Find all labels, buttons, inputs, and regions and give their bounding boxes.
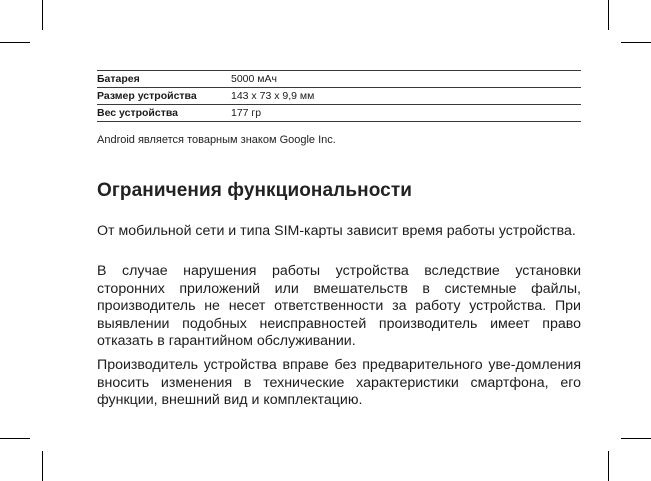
spec-value: 5000 мАч: [231, 73, 277, 85]
spec-value: 177 гр: [231, 107, 262, 119]
spec-value: 143 x 73 x 9,9 мм: [231, 90, 315, 102]
crop-mark: [42, 0, 43, 30]
spec-row-size: [97, 88, 581, 105]
crop-mark: [621, 42, 651, 43]
crop-mark: [608, 0, 609, 30]
crop-mark: [621, 438, 651, 439]
paragraph: В случае нарушения работы устройства вследствие установки сторонних приложений или вмешательств в системные файлы, производитель не несет ответственности за работу устройства. При выявлении подобных неисправностей производитель имеет право отказать в гарантийном обслуживании.: [97, 263, 581, 349]
trademark-note: Android является товарным знаком Google Inc.: [97, 134, 336, 146]
spec-label: Батарея: [97, 73, 140, 85]
spec-table: [97, 70, 581, 122]
crop-mark: [42, 451, 43, 481]
paragraph: От мобильной сети и типа SIM-карты зависит время работы устройства.: [97, 223, 576, 239]
crop-mark: [0, 438, 30, 439]
spec-label: Вес устройства: [97, 107, 179, 119]
section-title: Ограничения функциональности: [97, 180, 413, 201]
spec-row-weight: [97, 105, 581, 122]
paragraph: Производитель устройства вправе без предварительного уве-домления вносить изменения в технические характеристики смартфона, его функции, внешний вид и комплектацию.: [97, 357, 581, 408]
spec-label: Размер устройства: [97, 90, 197, 102]
crop-mark: [608, 451, 609, 481]
crop-mark: [0, 42, 30, 43]
spec-row-battery: [97, 71, 581, 88]
